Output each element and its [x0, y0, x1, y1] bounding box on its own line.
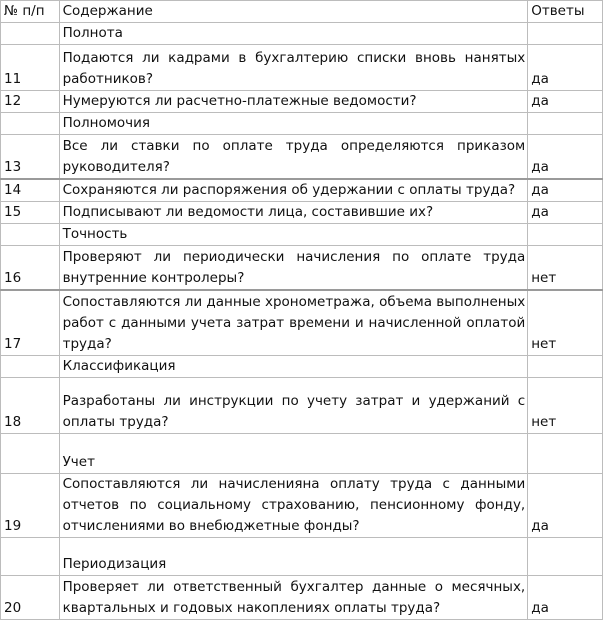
row-number: 14: [1, 179, 60, 202]
table-row: [1, 290, 603, 355]
section-title: Классификация: [59, 355, 528, 377]
header-content: Содержание: [59, 1, 528, 23]
header-num: № п/п: [1, 1, 60, 23]
section-title: Периодизация: [59, 537, 528, 575]
section-row: [1, 537, 603, 575]
section-title: Полнота: [59, 23, 528, 45]
row-number: 18: [1, 377, 60, 433]
table-row: [1, 201, 603, 223]
section-row: [1, 355, 603, 377]
question-text: Разработаны ли инструкции по учету затрат и удержаний с оплаты труда?: [59, 377, 528, 433]
answer-cell: да: [528, 135, 603, 179]
question-text: Нумеруются ли расчетно-платежные ведомости?: [59, 91, 528, 113]
header-row: [1, 1, 603, 23]
question-text: Все ли ставки по оплате труда определяются приказом руководителя?: [59, 135, 528, 179]
answer-cell: да: [528, 45, 603, 91]
row-number: 15: [1, 201, 60, 223]
question-text: Проверяет ли ответственный бухгалтер данные о месячных, квартальных и годовых накоплениях оплаты труда?: [59, 575, 528, 619]
row-number: 16: [1, 245, 60, 290]
row-number: 12: [1, 91, 60, 113]
row-number: 17: [1, 290, 60, 355]
section-row: [1, 23, 603, 45]
answer-cell: да: [528, 179, 603, 202]
section-row: [1, 223, 603, 245]
table-row: [1, 377, 603, 433]
table-row: [1, 91, 603, 113]
section-row: [1, 113, 603, 135]
question-text: Подаются ли кадрами в бухгалтерию списки вновь нанятых работников?: [59, 45, 528, 91]
table-row: [1, 45, 603, 91]
question-text: Сохраняются ли распоряжения об удержании с оплаты труда?: [59, 179, 528, 202]
table-row: [1, 575, 603, 619]
table-row: [1, 245, 603, 290]
answer-cell: да: [528, 201, 603, 223]
answer-cell: нет: [528, 377, 603, 433]
question-text: Сопоставляются ли данные хронометража, объема выполненых работ с данными учета затрат времени и начисленной оплатой труда?: [59, 290, 528, 355]
section-title: Точность: [59, 223, 528, 245]
section-title: Учет: [59, 433, 528, 473]
table-row: [1, 179, 603, 202]
answer-cell: нет: [528, 290, 603, 355]
table-row: [1, 135, 603, 179]
answer-cell: да: [528, 91, 603, 113]
row-number: 20: [1, 575, 60, 619]
header-answer: Ответы: [528, 1, 603, 23]
question-text: Подписывают ли ведомости лица, составившие их?: [59, 201, 528, 223]
question-text: Сопоставляются ли начисленияна оплату труда с данными отчетов по социальному страхованию, пенсионному фонду, отчислениями во внебюджетные фонды?: [59, 473, 528, 537]
section-title: Полномочия: [59, 113, 528, 135]
row-number: 19: [1, 473, 60, 537]
row-number: 13: [1, 135, 60, 179]
answer-cell: нет: [528, 245, 603, 290]
answer-cell: да: [528, 473, 603, 537]
question-text: Проверяют ли периодически начисления по оплате труда внутренние контролеры?: [59, 245, 528, 290]
section-row: [1, 433, 603, 473]
table-row: [1, 473, 603, 537]
answer-cell: да: [528, 575, 603, 619]
row-number: 11: [1, 45, 60, 91]
